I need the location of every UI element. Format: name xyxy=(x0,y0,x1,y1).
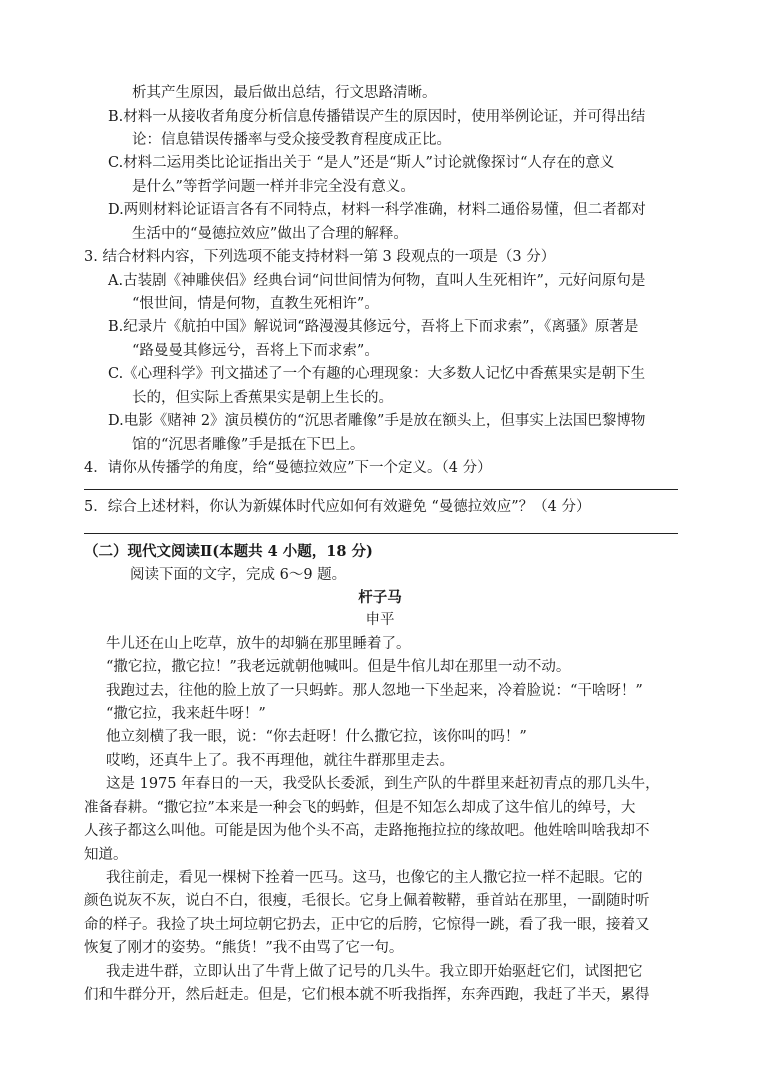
section-instruction: 阅读下面的文字，完成 6～9 题。 xyxy=(130,567,347,583)
q5-answer-line xyxy=(84,533,678,534)
section-heading: （二）现代文阅读Ⅱ(本题共 4 小题，18 分) xyxy=(84,543,373,560)
story-line: 他立刻横了我一眼，说：“你去赶呀！什么撒它拉，该你叫的吗！” xyxy=(106,729,527,745)
story-line: 我跑过去，往他的脸上放了一只蚂蚱。那人忽地一下坐起来，冷着脸说：“干啥呀！” xyxy=(106,683,643,699)
story-line: 人孩子都这么叫他。可能是因为他个头不高，走路拖拖拉拉的缘故吧。他姓啥叫啥我却不 xyxy=(84,823,650,839)
q2-option-b-line1: B.材料一从接收者角度分析信息传播错误产生的原因时，使用举例论证，并可得出结 xyxy=(108,109,646,125)
q5-stem: 5．综合上述材料，你认为新媒体时代应如何有效避免 “曼德拉效应”？（4 分） xyxy=(84,499,591,515)
story-author: 申平 xyxy=(365,612,395,628)
story-line: “撒它拉，我来赶牛呀！” xyxy=(106,706,266,722)
q3-option-c-line1: C.《心理科学》刊文描述了一个有趣的心理现象：大多数人记忆中香蕉果实是朝下生 xyxy=(108,366,646,382)
story-line: 准备春耕。“撒它拉”本来是一种会飞的蚂蚱，但是不知怎么却成了这牛倌儿的绰号，大 xyxy=(84,800,636,816)
q2-option-b-line2: 论：信息错误传播率与受众接受教育程度成正比。 xyxy=(132,132,451,148)
q3-option-b-line1: B.纪录片《航拍中国》解说词“路漫漫其修远兮，吾将上下而求索”，《离骚》原著是 xyxy=(108,319,639,335)
q4-stem: 4．请你从传播学的角度，给“曼德拉效应”下一个定义。（4 分） xyxy=(84,460,492,476)
q2-option-d-line2: 生活中的“曼德拉效应”做出了合理的解释。 xyxy=(132,226,408,242)
q2-option-c-line1: C.材料二运用类比论证指出关于 “是人”还是“斯人”讨论就像探讨“人存在的意义 xyxy=(108,155,615,171)
story-line: 牛儿还在山上吃草，放牛的却躺在那里睡着了。 xyxy=(106,636,411,652)
q3-option-a-line1: A.古装剧《神雕侠侣》经典台词“问世间情为何物，直叫人生死相许”，元好问原句是 xyxy=(108,273,646,289)
q3-option-a-line2: “恨世间，情是何物，直教生死相许”。 xyxy=(132,296,379,312)
story-line: 这是 1975 年春日的一天，我受队长委派，到生产队的牛群里来赶初青点的那几头牛， xyxy=(106,776,660,792)
story-line: 命的样子。我捡了块土坷垃朝它扔去，正中它的后胯，它惊得一跳，看了我一眼，接着又 xyxy=(84,917,650,933)
story-line: 颜色说灰不灰，说白不白，很瘦，毛很长。它身上佩着鞍鞯，垂首站在那里，一副随时听 xyxy=(84,893,650,909)
q4-answer-line xyxy=(84,489,678,490)
q3-stem: 3. 结合材料内容，下列选项不能支持材料一第 3 段观点的一项是（3 分） xyxy=(84,249,556,265)
story-line: 知道。 xyxy=(84,847,128,863)
q2-option-d-line1: D.两则材料论证语言各有不同特点，材料一科学准确，材料二通俗易懂，但二者都对 xyxy=(108,202,646,218)
story-line: 我往前走，看见一棵树下拴着一匹马。这马，也像它的主人撒它拉一样不起眼。它的 xyxy=(106,870,643,886)
story-title: 杆子马 xyxy=(358,589,402,606)
q2-option-a-continued: 析其产生原因，最后做出总结，行文思路清晰。 xyxy=(132,85,437,101)
q2-option-c-line2: 是什么”等哲学问题一样并非完全没有意义。 xyxy=(132,179,415,195)
story-line: 我走进牛群，立即认出了牛背上做了记号的几头牛。我立即开始驱赶它们，试图把它 xyxy=(106,964,643,980)
story-line: “撒它拉，撒它拉！”我老远就朝他喊叫。但是牛倌儿却在那里一动不动。 xyxy=(106,659,571,675)
q3-option-b-line2: “路曼曼其修远兮，吾将上下而求索”。 xyxy=(132,343,379,359)
story-line: 们和牛群分开，然后赶走。但是，它们根本就不听我指挥，东奔西跑，我赶了半天，累得 xyxy=(84,987,650,1003)
q3-option-d-line1: D.电影《赌神 2》演员模仿的“沉思者雕像”手是放在额头上，但事实上法国巴黎博物 xyxy=(108,413,646,429)
q3-option-c-line2: 长的，但实际上香蕉果实是朝上生长的。 xyxy=(132,390,393,406)
q3-option-d-line2: 馆的“沉思者雕像”手是抵在下巴上。 xyxy=(132,437,365,453)
story-line: 恢复了刚才的姿势。“熊货！”我不由骂了它一句。 xyxy=(84,940,404,956)
story-line: 哎哟，还真牛上了。我不再理他，就往牛群那里走去。 xyxy=(106,753,454,769)
